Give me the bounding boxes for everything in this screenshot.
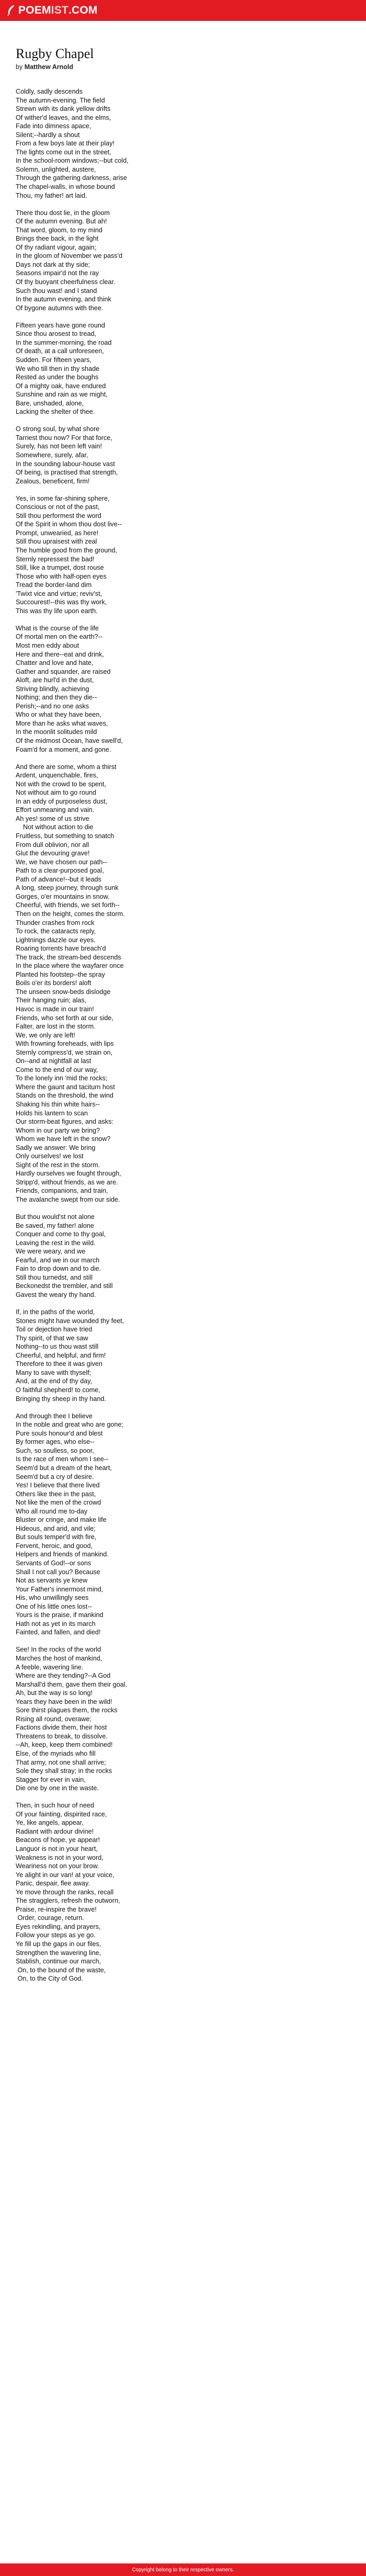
- poem-line: Falter, are lost in the storm.: [16, 1023, 96, 1031]
- poem-line: We, we have chosen our path--: [16, 858, 107, 866]
- poem-line: In an eddy of purposeless dust,: [16, 797, 108, 805]
- poem-line: Thy spirit, of that we saw: [16, 1334, 88, 1342]
- poem-line: Cheerful, with friends, we set forth--: [16, 901, 120, 909]
- poem-line: Silent;--hardly a shout: [16, 131, 80, 139]
- poem-line: Succourest!--this was thy work,: [16, 598, 107, 606]
- poem-line: In the moonlit solitudes mild: [16, 728, 97, 736]
- site-footer: [0, 2563, 366, 2576]
- poem-line: But souls temper'd with fire,: [16, 1533, 97, 1541]
- poem-line: More than he asks what waves,: [16, 719, 108, 727]
- poem-line: The lights come out in the street,: [16, 148, 111, 156]
- poem-line: Such, so soulless, so poor,: [16, 1447, 94, 1454]
- poem-line: His, who unwillingly sees: [16, 1594, 89, 1602]
- poem-line: Gavest the weary thy hand.: [16, 1291, 96, 1299]
- poem-line: Beckonedst the trembler, and still: [16, 1282, 113, 1290]
- poem-line: Boils o'er its borders! aloft: [16, 979, 92, 987]
- poem-line: Of bygone autumns with thee.: [16, 304, 104, 312]
- stanza: [16, 1308, 350, 1403]
- poem-line: Bare, unshaded, alone,: [16, 399, 84, 407]
- poem-line: Not with the crowd to be spent,: [16, 780, 106, 788]
- poem-line: The stragglers, refresh the outworn,: [16, 1897, 120, 1905]
- poem-line: Stands on the threshold, the wind: [16, 1092, 113, 1100]
- poem-line: Whom in our party we bring?: [16, 1126, 100, 1134]
- poem-line: And there are some, whom a thirst: [16, 763, 117, 771]
- poem-line: Surely, has not been left vain!: [16, 443, 102, 450]
- poem-line: Yes! I believe that there lived: [16, 1482, 100, 1489]
- poem-line: Praise, re-inspire the brave!: [16, 1905, 97, 1913]
- poem-article: [16, 46, 350, 1992]
- poem-line: Marches the host of mankind,: [16, 1654, 102, 1662]
- poem-line: Leaving the rest in the wild.: [16, 1239, 96, 1247]
- author-link[interactable]: Matthew Arnold: [24, 63, 73, 71]
- poem-line: Then on the height, comes the storm.: [16, 910, 125, 918]
- poem-line: In the noble and great who are gone;: [16, 1421, 123, 1429]
- poem-line: Die one by one in the waste.: [16, 1784, 99, 1792]
- poem-line: There thou dost lie, in the gloom: [16, 209, 110, 217]
- poem-line: Somewhere, surely, afar,: [16, 451, 88, 459]
- poem-line: Bluster or cringe, and make life: [16, 1516, 107, 1524]
- poem-line: Of the midmost Ocean, have swell'd,: [16, 737, 123, 745]
- poem-line: Hardly ourselves we fought through,: [16, 1170, 121, 1178]
- quill-icon: [6, 5, 16, 16]
- poem-line: Those who with half-open eyes: [16, 572, 107, 580]
- poem-line: To rock, the cataracts reply,: [16, 928, 96, 935]
- site-logo[interactable]: [6, 4, 98, 17]
- poem-line: Ah yes! some of us strive: [16, 815, 89, 822]
- poem-line: Sudden. For fifteen years,: [16, 356, 92, 364]
- poem-line: Days not dark at thy side;: [16, 261, 90, 268]
- poem-line: The avalanche swept from our side.: [16, 1196, 120, 1203]
- poem-line: Strewn with its dank yellow drifts: [16, 105, 111, 113]
- poem-line: Still, like a trumpet, dost rouse: [16, 564, 104, 572]
- poem-line: Coldly, sadly descends: [16, 88, 83, 95]
- poem-line: If, in the paths of the world,: [16, 1308, 95, 1316]
- poem-line: That word, gloom, to my mind: [16, 226, 102, 234]
- poem-line: Aloft, are hurl'd in the dust,: [16, 676, 94, 684]
- poem-line: A feeble, wavering line.: [16, 1663, 84, 1671]
- poem-line: Beacons of hope, ye appear!: [16, 1836, 100, 1844]
- poem-line: Zealous, beneficent, firm!: [16, 477, 90, 485]
- poem-line: Thunder crashes from rock: [16, 919, 95, 927]
- poem-line: We were weary, and we: [16, 1248, 86, 1256]
- poem-line: Lacking the shelter of thee.: [16, 408, 95, 416]
- poem-line: Lightnings dazzle our eyes.: [16, 936, 96, 944]
- poem-line: In the autumn evening, and think: [16, 296, 111, 303]
- poem-line: Follow your steps as ye go.: [16, 1931, 96, 1939]
- stanza: [16, 321, 350, 416]
- poem-line: Most men eddy about: [16, 642, 79, 649]
- poem-line: Weariness not on your brow.: [16, 1862, 99, 1870]
- stanza: [16, 1645, 350, 1792]
- poem-line: Here and there--eat and drink,: [16, 650, 104, 658]
- poem-line: Path of advance!--but it leads: [16, 875, 101, 883]
- poem-line: Conscious or not of the past,: [16, 503, 100, 511]
- poem-line: Whom we have left in the snow?: [16, 1135, 111, 1143]
- poem-line: Tarriest thou now? For that force,: [16, 434, 112, 442]
- poem-line: Of being, is practised that strength,: [16, 469, 118, 477]
- poem-line: Foam'd for a moment, and gone.: [16, 745, 111, 753]
- poem-line: On, to the bound of the waste,: [16, 1966, 106, 1974]
- poem-line: This was thy life upon earth.: [16, 607, 98, 615]
- poem-line: Fearful, and we in our march: [16, 1256, 100, 1264]
- poem-line: Hideous, and arid, and vile;: [16, 1524, 96, 1532]
- poem-line: The autumn-evening. The field: [16, 96, 105, 104]
- poem-line: Nothing--to us thou wast still: [16, 1343, 99, 1351]
- poem-line: Of mortal men on the earth?--: [16, 633, 102, 641]
- stanza: [16, 209, 350, 313]
- poem-line: Rested as under the boughs: [16, 374, 99, 381]
- poem-line: Rising all round, overawe;: [16, 1715, 92, 1723]
- stanza: [16, 1412, 350, 1637]
- poem-line: Cheerful, and helpful, and firm!: [16, 1351, 106, 1359]
- poem-line: Who all round me to-day: [16, 1507, 88, 1515]
- poem-line: Sternly compress'd, we strain on,: [16, 1048, 113, 1056]
- poem-line: Still thou performest the word: [16, 512, 101, 519]
- poem-line: The track, the stream-bed descends: [16, 953, 121, 961]
- poem-line: Sternly repressest the bad!: [16, 555, 95, 563]
- poem-line: Gather and squander, are raised: [16, 668, 111, 675]
- poem-line: Roaring torrents have breach'd: [16, 945, 106, 953]
- poem-line: But thou would'st not alone: [16, 1213, 95, 1221]
- poem-line: --Ah, keep, keep them combined!: [16, 1741, 113, 1749]
- poem-line: Ardent, unquenchable, fires,: [16, 772, 98, 779]
- poem-line: Is the race of men whom I see--: [16, 1455, 109, 1463]
- poem-line: Of the Spirit in whom thou dost live--: [16, 521, 122, 528]
- poem-line: Havoc is made in our train!: [16, 1005, 94, 1013]
- poem-line: Planted his footstep--the spray: [16, 970, 105, 978]
- poem-line: Sight of the rest in the storm.: [16, 1161, 100, 1169]
- poem-line: Glut the devouring grave!: [16, 850, 90, 857]
- poem-line: On--and at nightfall at last: [16, 1057, 92, 1065]
- poem-line: And, at the end of thy day,: [16, 1377, 93, 1385]
- poem-line: Such thou wast! and I stand: [16, 287, 97, 295]
- poem-line: Thou, my father! art laid.: [16, 191, 87, 199]
- poem-line: Who or what they have been,: [16, 711, 101, 719]
- poem-line: Fain to drop down and to die.: [16, 1265, 101, 1273]
- poem-line: Seem'd but a dream of the heart,: [16, 1464, 112, 1472]
- poem-line: Perish;--and no one asks: [16, 702, 89, 710]
- poem-line: The humble good from the ground,: [16, 546, 117, 554]
- poem-line: Still thou upraisest with zeal: [16, 538, 97, 546]
- poem-line: Seasons impair'd not the ray: [16, 269, 99, 277]
- poem-line: Brings thee back, in the light: [16, 235, 99, 243]
- poem-line: Weakness is not in your word,: [16, 1854, 104, 1861]
- poem-line: Servants of God!--or sons: [16, 1559, 92, 1567]
- poem-line: Marshall'd them, gave them their goal.: [16, 1680, 128, 1688]
- poem-line: Seem'd but a cry of desire.: [16, 1473, 94, 1481]
- poem-line: Solemn, unlighted, austere,: [16, 165, 96, 173]
- poem-line: Sole they shall stray; in the rocks: [16, 1767, 112, 1775]
- poem-line: With frowning foreheads, with lips: [16, 1040, 114, 1048]
- poem-line: Threatens to break, to dissolve.: [16, 1732, 108, 1740]
- poem-line: In the school-room windows;--but cold,: [16, 157, 129, 165]
- poem-line: O faithful shepherd! to come,: [16, 1386, 100, 1394]
- poem-body: [16, 87, 350, 1983]
- poem-line: Toil or dejection have tried: [16, 1326, 93, 1334]
- poem-line: Languor is not in your heart,: [16, 1845, 98, 1853]
- poem-line: From a few boys late at their play!: [16, 140, 115, 148]
- poem-line: Factions divide them, their host: [16, 1724, 107, 1732]
- poem-line: Eyes rekindling, and prayers,: [16, 1923, 101, 1930]
- poem-line: Pure souls honour'd and blest: [16, 1429, 103, 1437]
- poem-line: Still thou turnedst, and still: [16, 1273, 93, 1281]
- poem-line: Conquer and come to thy goal,: [16, 1230, 106, 1238]
- poem-line: Ye move through the ranks, recall: [16, 1888, 114, 1896]
- poem-line: A long, steep journey, through sunk: [16, 884, 119, 892]
- poem-line: Order, courage, return.: [16, 1914, 84, 1922]
- poem-title: Rugby Chapel: [16, 46, 94, 61]
- poem-line: By former ages, who else--: [16, 1438, 95, 1446]
- poem-line: Your Father's innermost mind,: [16, 1585, 104, 1593]
- poem-line: The unseen snow-beds dislodge: [16, 988, 111, 996]
- poem-line: O strong soul, by what shore: [16, 425, 100, 433]
- poem-line: Gorges, o'er mountains in snow.: [16, 892, 110, 900]
- poem-line: Fruitless, but something to snatch: [16, 832, 115, 840]
- poem-line: Strengthen the wavering line,: [16, 1949, 101, 1957]
- byline: [16, 63, 350, 71]
- poem-line: Since thou arosest to tread,: [16, 330, 97, 338]
- poem-line: Fifteen years have gone round: [16, 321, 105, 329]
- poem-line: The chapel-walls, in whose bound: [16, 183, 115, 191]
- poem-line: Nothing; and then they die--: [16, 694, 97, 702]
- logo-text-poem: POEM: [18, 4, 51, 16]
- poem-line: Friends, who set forth at our side,: [16, 1014, 113, 1022]
- logo-text-ist: IST: [51, 4, 68, 16]
- stanza: [16, 624, 350, 754]
- poem-line: Ye, like angels, appear,: [16, 1819, 84, 1827]
- poem-line: Fervent, heroic, and good,: [16, 1542, 93, 1550]
- poem-line: Years they have been in the wild!: [16, 1698, 112, 1705]
- poem-line: That army, not one shall arrive;: [16, 1758, 106, 1766]
- poem-line: Ye alight in our van! at your voice,: [16, 1871, 115, 1879]
- poem-line: Not without action to die: [16, 823, 94, 831]
- poem-line: Not without aim to go round: [16, 789, 97, 797]
- poem-line: In the place where the wayfarer once: [16, 962, 124, 970]
- poem-line: Stones might have wounded thy feet,: [16, 1317, 124, 1325]
- poem-line: Others like thee in the past,: [16, 1490, 96, 1498]
- poem-line: Of thy radiant vigour, again;: [16, 243, 97, 251]
- poem-line: Not like the men of the crowd: [16, 1499, 101, 1507]
- poem-line: Helpers and friends of mankind.: [16, 1551, 109, 1558]
- poem-line: Stagger for ever in vain,: [16, 1776, 86, 1783]
- poem-line: Else, of the myriads who fill: [16, 1750, 96, 1757]
- poem-line: 'Twixt vice and virtue; reviv'st,: [16, 590, 102, 597]
- stanza: [16, 87, 350, 200]
- poem-line: Of a mighty oak, have endured: [16, 382, 106, 390]
- stanza: [16, 494, 350, 616]
- poem-line: Shaking his thin white hairs--: [16, 1100, 100, 1108]
- poem-line: Where are they tending?--A God: [16, 1672, 111, 1680]
- poem-line: Be saved, my father! alone: [16, 1222, 94, 1229]
- poem-line: Radiant with ardour divine!: [16, 1827, 94, 1835]
- poem-line: Bringing thy sheep in thy hand.: [16, 1395, 106, 1403]
- logo-text-com: .COM: [68, 4, 98, 16]
- poem-line: Therefore to thee it was given: [16, 1360, 102, 1368]
- poem-line: Then, in such hour of need: [16, 1802, 94, 1810]
- poem-line: Shall I not call you? Because: [16, 1568, 100, 1576]
- poem-line: What is the course of the life: [16, 624, 99, 632]
- poem-line: Path to a clear-purposed goal,: [16, 867, 104, 875]
- poem-line: Fade into dimness apace,: [16, 122, 92, 130]
- poem-line: Their hanging ruin; alas,: [16, 997, 87, 1004]
- poem-line: Effort unmeaning and vain.: [16, 806, 95, 814]
- poem-line: See! In the rocks of the world: [16, 1646, 101, 1654]
- stanza: [16, 1801, 350, 1983]
- poem-line: Prompt, unwearied, as here!: [16, 529, 99, 537]
- poem-line: Stablish, continue our march,: [16, 1958, 101, 1965]
- poem-line: On, to the City of God.: [16, 1975, 83, 1983]
- poem-line: Stripp'd, without friends, as we are.: [16, 1178, 118, 1186]
- poem-line: Not as servants ye knew: [16, 1577, 88, 1585]
- poem-line: Chatter and love and hate,: [16, 659, 94, 667]
- site-header: [0, 0, 366, 21]
- poem-line: Of death, at a call unforeseen,: [16, 347, 104, 355]
- poem-line: In the summer-morning, the road: [16, 338, 112, 346]
- poem-line: One of his little ones lost--: [16, 1602, 92, 1610]
- poem-line: We, we only are left!: [16, 1031, 75, 1039]
- poem-line: In the sounding labour-house vast: [16, 460, 115, 468]
- by-label: by: [16, 63, 23, 71]
- poem-line: Yes, in some far-shining sphere,: [16, 494, 110, 502]
- poem-line: Holds his lantern to scan: [16, 1109, 88, 1117]
- stanza: [16, 1213, 350, 1299]
- poem-line: Tread the border-land dim: [16, 581, 92, 589]
- poem-line: Of thy buoyant cheerfulness clear.: [16, 278, 116, 286]
- poem-line: We who till then in thy shade: [16, 365, 100, 372]
- poem-line: Many to save with thyself;: [16, 1369, 92, 1376]
- poem-line: Of your fainting, dispirited race,: [16, 1810, 107, 1818]
- copyright-text: Copyright belong to their respective owners.: [132, 2567, 234, 2573]
- poem-line: From dull oblivion, nor all: [16, 841, 89, 849]
- stanza: [16, 425, 350, 485]
- poem-line: Ye fill up the gaps in our files,: [16, 1940, 101, 1948]
- poem-line: Yours is the praise, if mankind: [16, 1611, 104, 1619]
- poem-line: Only ourselves! we lost: [16, 1153, 84, 1160]
- poem-line: Panic, despair, flee away.: [16, 1880, 90, 1888]
- poem-line: Our storm-beat figures, and asks:: [16, 1118, 113, 1126]
- poem-line: In the gloom of November we pass'd: [16, 252, 123, 260]
- poem-line: To the lonely inn 'mid the rocks;: [16, 1075, 108, 1082]
- poem-line: Of wither'd leaves, and the elms,: [16, 114, 111, 121]
- stanza: [16, 763, 350, 1204]
- poem-line: Through the gathering darkness, arise: [16, 174, 127, 182]
- poem-line: Sore thirst plagues them, the rocks: [16, 1707, 118, 1714]
- poem-line: And through thee I believe: [16, 1412, 93, 1420]
- poem-line: Fainted, and fallen, and died!: [16, 1629, 101, 1636]
- poem-line: Striving blindly, achieving: [16, 685, 89, 693]
- poem-line: Ah, but the way is so long!: [16, 1689, 93, 1697]
- poem-line: Come to the end of our way,: [16, 1066, 98, 1074]
- poem-line: Sadly we answer: We bring: [16, 1144, 96, 1151]
- poem-line: Where the gaunt and taciturn host: [16, 1083, 115, 1091]
- poem-line: Friends, companions, and train,: [16, 1187, 108, 1195]
- poem-line: Sunshine and rain as we might,: [16, 391, 108, 399]
- poem-line: Hath not as yet in its march: [16, 1620, 96, 1628]
- poem-line: Of the autumn evening. But ah!: [16, 218, 107, 225]
